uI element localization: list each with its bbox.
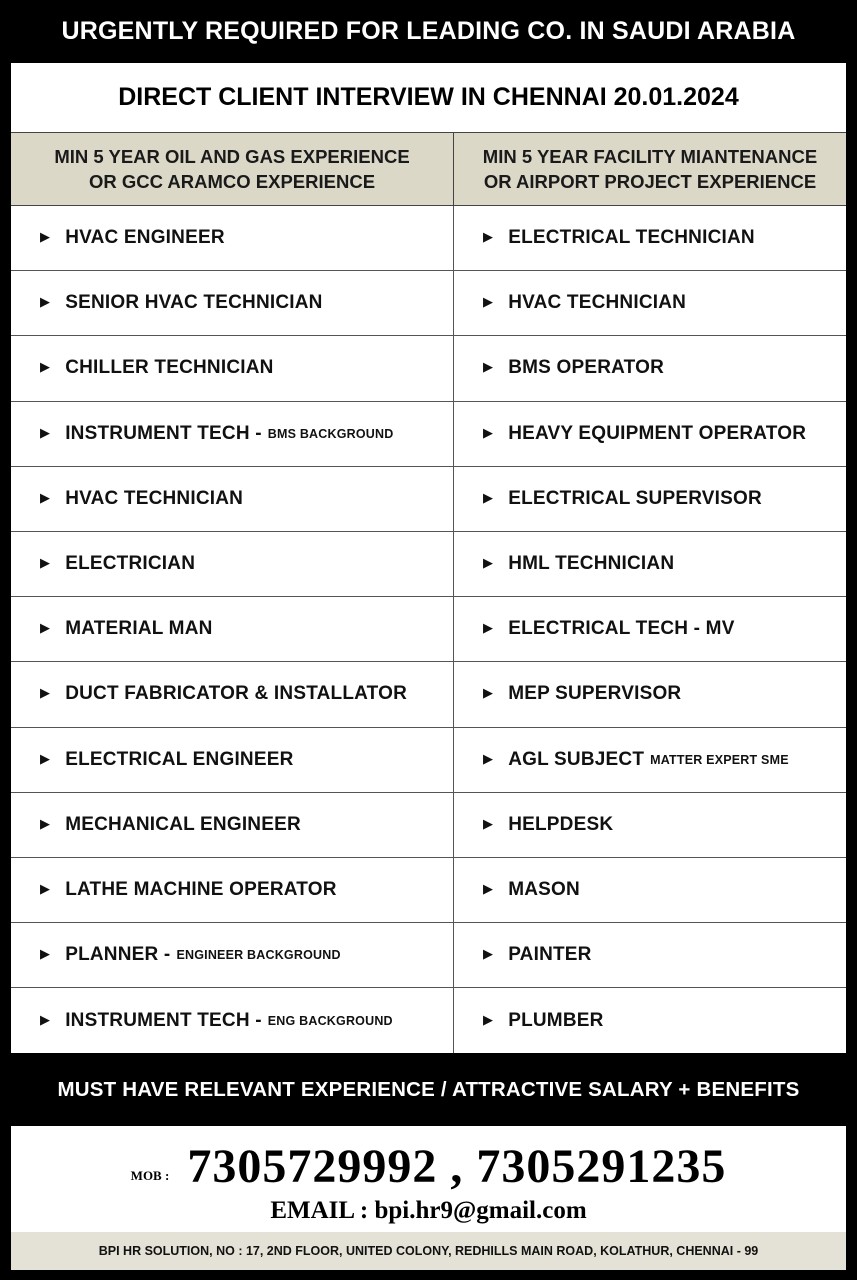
job-row	[11, 793, 846, 858]
column-header-line: OR AIRPORT PROJECT EXPERIENCE	[483, 171, 817, 192]
column-header-line: MIN 5 YEAR OIL AND GAS EXPERIENCE	[54, 146, 410, 167]
job-title: MECHANICAL ENGINEER	[65, 813, 301, 835]
job-row	[11, 467, 846, 532]
column-headers	[11, 133, 846, 206]
phone-numbers: 7305729992 , 7305291235	[187, 1139, 727, 1193]
job-note: BMS BACKGROUND	[267, 426, 394, 441]
job-title: HELPDESK	[508, 813, 614, 835]
job-item-right	[454, 402, 846, 466]
job-title: PLANNER -	[65, 944, 171, 966]
arrow-bullet-icon: ▶	[483, 815, 494, 831]
job-title: HEAVY EQUIPMENT OPERATOR	[508, 422, 807, 444]
arrow-bullet-icon: ▶	[483, 620, 494, 636]
job-item-left	[11, 402, 454, 466]
job-item-left	[11, 597, 454, 661]
arrow-bullet-icon: ▶	[483, 229, 494, 245]
arrow-bullet-icon: ▶	[40, 946, 51, 962]
job-item-right	[454, 467, 846, 531]
job-item-right	[454, 336, 846, 400]
email-line: EMAIL : bpi.hr9@gmail.com	[270, 1197, 587, 1224]
job-row	[11, 923, 846, 988]
arrow-bullet-icon: ▶	[483, 424, 494, 440]
job-title: SENIOR HVAC TECHNICIAN	[65, 292, 323, 314]
job-row	[11, 532, 846, 597]
arrow-bullet-icon: ▶	[40, 555, 51, 571]
arrow-bullet-icon: ▶	[40, 359, 51, 375]
job-item-left	[11, 988, 454, 1053]
requirements-banner: MUST HAVE RELEVANT EXPERIENCE / ATTRACTIVE SALARY + BENEFITS	[57, 1077, 800, 1101]
job-item-right	[454, 662, 846, 726]
contact-box	[11, 1126, 846, 1232]
job-item-left	[11, 336, 454, 400]
arrow-bullet-icon: ▶	[483, 294, 494, 310]
arrow-bullet-icon: ▶	[40, 620, 51, 636]
arrow-bullet-icon: ▶	[40, 1011, 51, 1027]
arrow-bullet-icon: ▶	[40, 424, 51, 440]
column-header-oil-gas	[11, 133, 454, 205]
arrow-bullet-icon: ▶	[40, 489, 51, 505]
arrow-bullet-icon: ▶	[40, 294, 51, 310]
job-item-left	[11, 662, 454, 726]
arrow-bullet-icon: ▶	[40, 685, 51, 701]
job-item-right	[454, 988, 846, 1053]
job-row	[11, 728, 846, 793]
job-rows	[11, 206, 846, 1053]
job-title: MATERIAL MAN	[65, 618, 213, 640]
job-note: ENGINEER BACKGROUND	[176, 948, 341, 963]
job-title: HVAC TECHNICIAN	[65, 487, 244, 509]
job-item-left	[11, 271, 454, 335]
company-address: BPI HR SOLUTION, NO : 17, 2ND FLOOR, UNITED COLONY, REDHILLS MAIN ROAD, KOLATHUR, CHENNAI - 99	[11, 1232, 846, 1270]
job-item-right	[454, 858, 846, 922]
column-header-line: OR GCC ARAMCO EXPERIENCE	[88, 171, 376, 192]
job-title: BMS OPERATOR	[508, 357, 665, 379]
arrow-bullet-icon: ▶	[483, 489, 494, 505]
job-row	[11, 597, 846, 662]
job-row	[11, 988, 846, 1053]
job-title: MASON	[508, 878, 580, 900]
job-item-right	[454, 271, 846, 335]
column-header-facility	[454, 133, 846, 205]
job-item-left	[11, 532, 454, 596]
arrow-bullet-icon: ▶	[483, 750, 494, 766]
job-item-right	[454, 793, 846, 857]
job-row	[11, 336, 846, 401]
job-item-left	[11, 858, 454, 922]
arrow-bullet-icon: ▶	[40, 229, 51, 245]
arrow-bullet-icon: ▶	[40, 750, 51, 766]
job-note: ENG BACKGROUND	[267, 1013, 393, 1028]
job-item-right	[454, 532, 846, 596]
job-item-left	[11, 467, 454, 531]
job-row	[11, 402, 846, 467]
job-title: PLUMBER	[508, 1009, 604, 1031]
job-row	[11, 271, 846, 336]
job-note: MATTER EXPERT SME	[650, 752, 789, 767]
job-title: INSTRUMENT TECH -	[65, 1009, 262, 1031]
interview-heading: DIRECT CLIENT INTERVIEW IN CHENNAI 20.01.2024	[11, 63, 846, 133]
job-row	[11, 858, 846, 923]
job-item-left	[11, 923, 454, 987]
arrow-bullet-icon: ▶	[40, 880, 51, 896]
job-title: ELECTRICIAN	[65, 553, 196, 575]
job-item-right	[454, 206, 846, 270]
phone-line	[11, 1136, 846, 1196]
job-row	[11, 662, 846, 727]
arrow-bullet-icon: ▶	[483, 946, 494, 962]
job-item-right	[454, 597, 846, 661]
arrow-bullet-icon: ▶	[483, 359, 494, 375]
job-title: HVAC ENGINEER	[65, 227, 225, 249]
job-row	[11, 206, 846, 271]
job-item-left	[11, 793, 454, 857]
job-title: ELECTRICAL SUPERVISOR	[508, 487, 762, 509]
job-item-left	[11, 728, 454, 792]
job-title: HML TECHNICIAN	[508, 553, 675, 575]
mob-label: MOB :	[130, 1168, 170, 1183]
job-title: AGL SUBJECT	[508, 748, 645, 770]
arrow-bullet-icon: ▶	[483, 1011, 494, 1027]
job-item-right	[454, 923, 846, 987]
job-title: INSTRUMENT TECH -	[65, 422, 262, 444]
job-title: CHILLER TECHNICIAN	[65, 357, 274, 379]
job-title: ELECTRICAL TECH - MV	[508, 618, 735, 640]
job-item-left	[11, 206, 454, 270]
job-item-right	[454, 728, 846, 792]
job-title: MEP SUPERVISOR	[508, 683, 682, 705]
arrow-bullet-icon: ▶	[483, 555, 494, 571]
arrow-bullet-icon: ▶	[40, 815, 51, 831]
job-title: ELECTRICAL TECHNICIAN	[508, 227, 755, 249]
arrow-bullet-icon: ▶	[483, 685, 494, 701]
job-title: LATHE MACHINE OPERATOR	[65, 878, 337, 900]
arrow-bullet-icon: ▶	[483, 880, 494, 896]
job-title: PAINTER	[508, 944, 592, 966]
job-title: ELECTRICAL ENGINEER	[65, 748, 294, 770]
column-header-line: MIN 5 YEAR FACILITY MIANTENANCE	[482, 146, 818, 167]
job-title: HVAC TECHNICIAN	[508, 292, 687, 314]
jobs-panel	[11, 63, 846, 1053]
job-title: DUCT FABRICATOR & INSTALLATOR	[65, 683, 408, 705]
banner-title: URGENTLY REQUIRED FOR LEADING CO. IN SAUDI ARABIA	[61, 17, 796, 45]
